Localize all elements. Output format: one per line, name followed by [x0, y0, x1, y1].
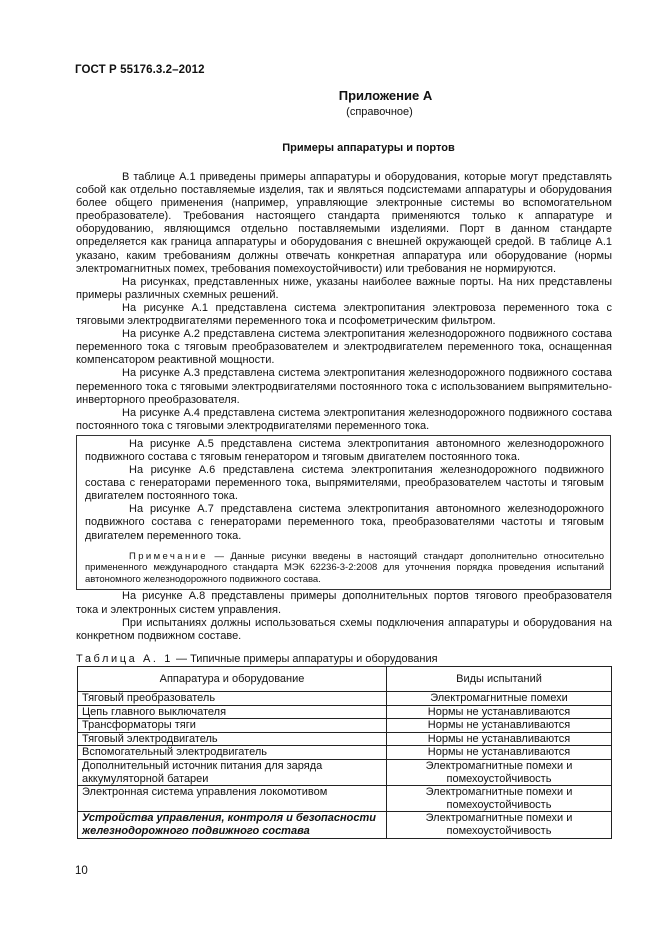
paragraph: На рисунках, представленных ниже, указаны наиболее важные порты. На них представлены примеры различных схемных решений. [76, 275, 612, 301]
note-text: — Данные рисунки введены в настоящий стандарт дополнительно относительно примененного международного стандарта МЭК 62236-3-2:2008 для уточнения порядка проведения испытаний автономного железнодорожного подвижного состава. [85, 550, 604, 585]
appendix-title [0, 88, 661, 103]
table-caption-text: — Типичные примеры аппаратуры и оборудования [172, 653, 438, 665]
equipment-cell: Тяговый преобразователь [78, 692, 387, 706]
paragraph: На рисунке А.4 представлена система электропитания железнодорожного подвижного состава постоянного тока с тяговыми электродвигателями переменного тока. [76, 406, 612, 432]
test-type-cell: Нормы не устанавливаются [387, 719, 612, 733]
paragraph: На рисунке А.8 представлены примеры дополнительных портов тягового преобразователя тока и электронных систем управления. [76, 590, 612, 616]
table-row [78, 692, 612, 706]
equipment-cell: Цепь главного выключателя [78, 705, 387, 719]
paragraph: На рисунке А.1 представлена система электропитания электровоза переменного тока с тяговыми электродвигателями переменного тока и псофометрическим фильтром. [76, 301, 612, 328]
appendix-subtitle-text: (справочное) [346, 106, 413, 118]
note [85, 551, 604, 586]
note-label: Примечание [129, 550, 208, 562]
test-type-cell: Нормы не устанавливаются [387, 732, 612, 746]
paragraph: В таблице А.1 приведены примеры аппаратуры и оборудования, которые могут представлять собой как отдельно поставляемые изделия, так и являться подсистемами аппаратуры и оборудования более общего применения (например, управляющие электронные системы во вспомогательном преобразователе). Требования настоящего стандарта применяются только к аппаратуре и оборудованию, являющимся отдельно поставляемыми изделиями. Порт в данном стандарте определяется как граница аппаратуры и оборудования с внешней окружающей средой. В таблице А.1 указано, каким требованиям должны отвечать конкретная аппаратура или оборудование (нормы электромагнитных помех, требования помехоустойчивости) или требования не нормируются. [76, 171, 612, 275]
equipment-table [77, 666, 612, 839]
table-row [78, 705, 612, 719]
table-row [78, 719, 612, 733]
boxed-paragraph: На рисунке А.5 представлена система электропитания автономного железнодорожного подвижного состава с тяговым генератором и тяговым двигателем постоянного тока. [85, 437, 604, 463]
table-caption-label: Таблица А. 1 [76, 653, 173, 665]
body-text [76, 171, 612, 643]
section-title [0, 142, 661, 154]
column-header: Виды испытаний [387, 667, 612, 692]
paragraph: На рисунке А.2 представлена система электропитания железнодорожного подвижного состава переменного тока с тяговым преобразователем и электродвигателем переменного тока, оснащенная компенсатором реактивной мощности. [76, 328, 612, 367]
paragraph: На рисунке А.3 представлена система электропитания железнодорожного подвижного состава переменного тока с тяговыми электродвигателями постоянного тока с использованием выпрямительно- инверторного преобразователя. [76, 367, 612, 406]
equipment-cell: Трансформаторы тяги [78, 719, 387, 733]
table-header-row [78, 667, 612, 692]
appendix-title-text: Приложение А [338, 88, 433, 103]
test-type-cell: Нормы не устанавливаются [387, 705, 612, 719]
column-header: Аппаратура и оборудование [78, 667, 387, 692]
test-type-cell: Электромагнитные помехи и помехоустойчивость [387, 812, 612, 838]
equipment-cell: Электронная система управления локомотивом [78, 786, 387, 812]
table-row [78, 786, 612, 812]
table-row [78, 732, 612, 746]
test-type-cell: Электромагнитные помехи и помехоустойчивость [387, 759, 612, 785]
equipment-cell: Тяговый электродвигатель [78, 732, 387, 746]
boxed-addition [76, 435, 611, 591]
boxed-paragraph: На рисунке А.6 представлена система электропитания железнодорожного подвижного состава с генераторами переменного тока, выпрямителями, преобразователем частоты и тяговым двигателем постоянного тока. [85, 464, 604, 503]
table-row [78, 812, 612, 838]
table-row [78, 746, 612, 760]
section-title-text: Примеры аппаратуры и портов [282, 142, 455, 154]
boxed-paragraph: На рисунке А.7 представлена система электропитания автономного железнодорожного подвижного состава с генераторами переменного тока, преобразователями частоты и тяговым двигателем переменного тока. [85, 503, 604, 542]
standard-header: ГОСТ Р 55176.3.2–2012 [75, 64, 205, 76]
appendix-subtitle [0, 106, 661, 118]
test-type-cell: Электромагнитные помехи и помехоустойчивость [387, 786, 612, 812]
test-type-cell: Электромагнитные помехи [387, 692, 612, 706]
page-number: 10 [75, 865, 88, 877]
equipment-cell: Устройства управления, контроля и безопасности железнодорожного подвижного состава [78, 812, 387, 838]
test-type-cell: Нормы не устанавливаются [387, 746, 612, 760]
equipment-cell: Дополнительный источник питания для заряда аккумуляторной батареи [78, 759, 387, 785]
equipment-cell: Вспомогательный электродвигатель [78, 746, 387, 760]
table-row [78, 759, 612, 785]
paragraph: При испытаниях должны использоваться схемы подключения аппаратуры и оборудования на конкретном подвижном составе. [76, 616, 612, 642]
table-caption [76, 653, 438, 665]
